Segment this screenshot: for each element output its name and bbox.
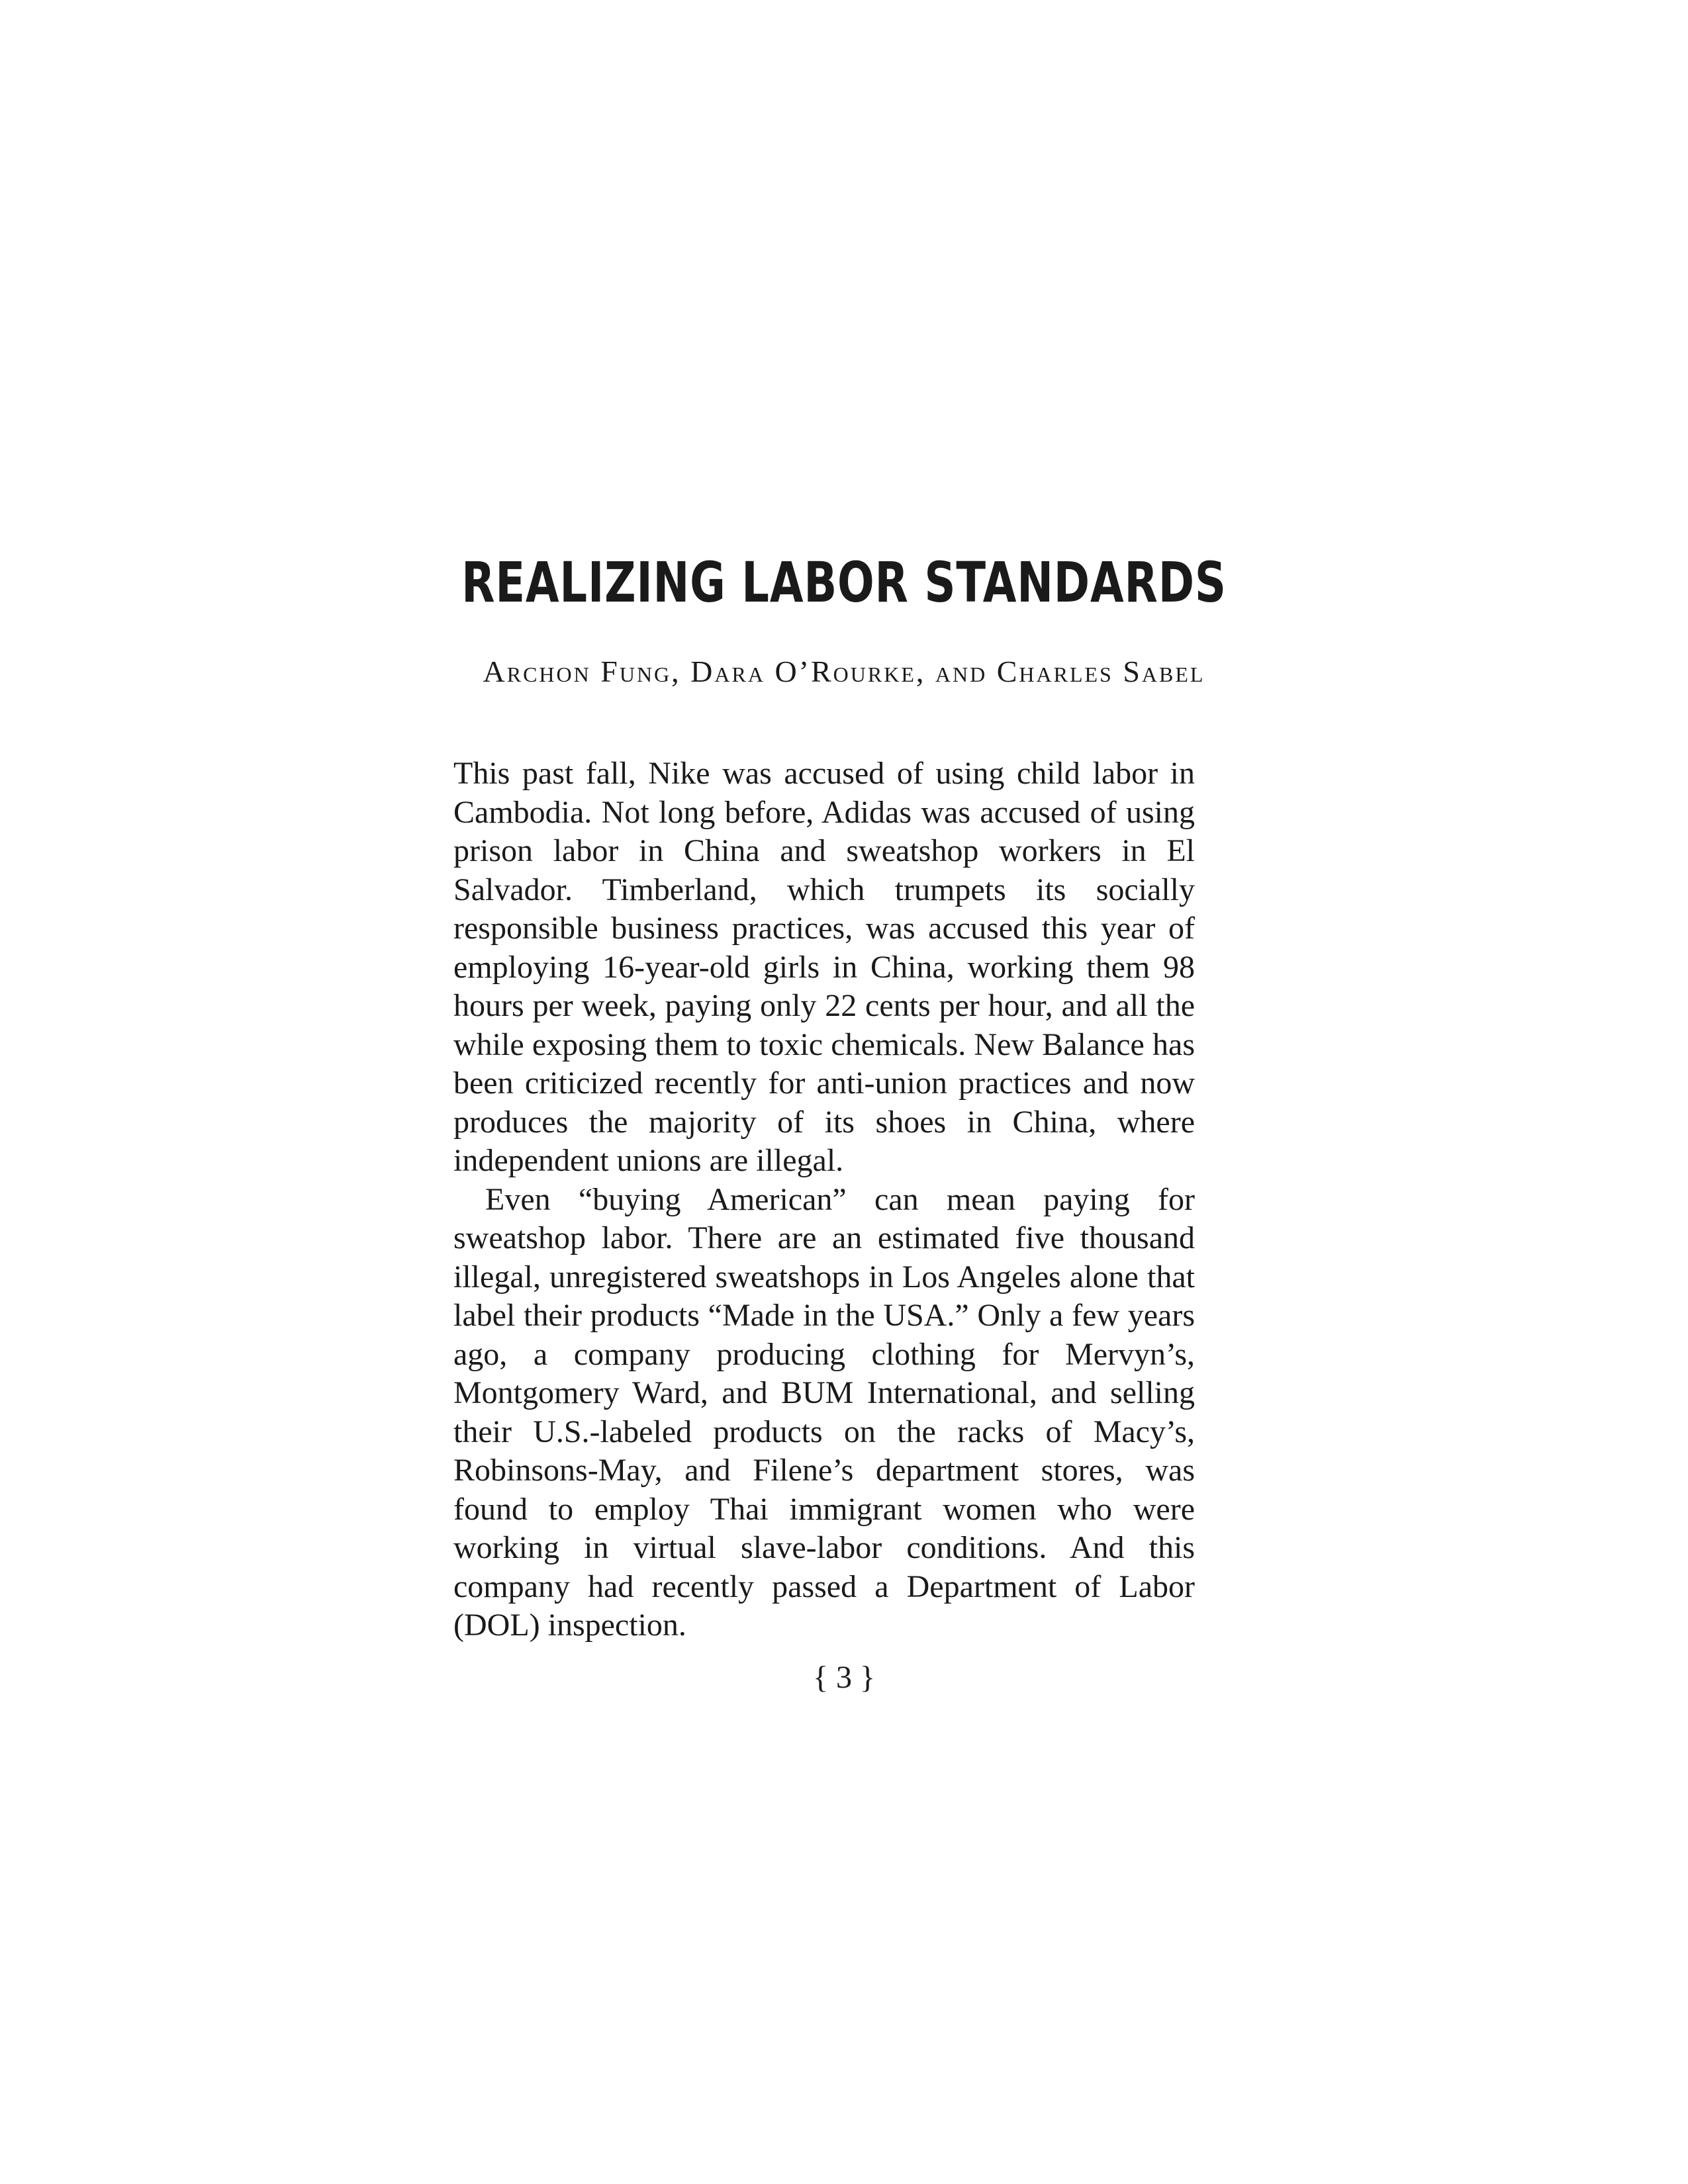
article-authors: Archon Fung, Dara O’Rourke, and Charles Sabel [483, 655, 1205, 688]
body-paragraph: Even “buying American” can mean paying for sweatshop labor. There are an estimated five thousand illegal, unregistered sweatshops in Los Angeles alone that label their products “Made in the USA.” Only a few years ago, a company producing clothing for Mervyn’s, Montgomery Ward, and BUM International, and selling their U.S.-labeled products on the racks of Macy’s, Robinsons-May, and Filene’s department stores, was found to employ Thai immigrant women who were working in virtual slave-labor conditions. And this company had recently passed a Department of Labor (DOL) inspection. [453, 1181, 1195, 1643]
article-body [453, 754, 1195, 1645]
body-paragraph: This past fall, Nike was accused of using child labor in Cambodia. Not long before, Adidas was accused of using prison labor in China and sweatshop workers in El Salvador. Timberland, which trumpets its socially responsible business practices, was accused this year of employing 16-year-old girls in China, working them 98 hours per week, paying only 22 cents per hour, and all the while exposing them to toxic chemicals. New Balance has been criticized recently for anti-union practices and now produces the majority of its shoes in China, where independent unions are illegal. [453, 756, 1195, 1178]
article-title: REALIZING LABOR STANDARDS [461, 550, 1227, 615]
page-number: { 3 } [812, 1660, 876, 1695]
